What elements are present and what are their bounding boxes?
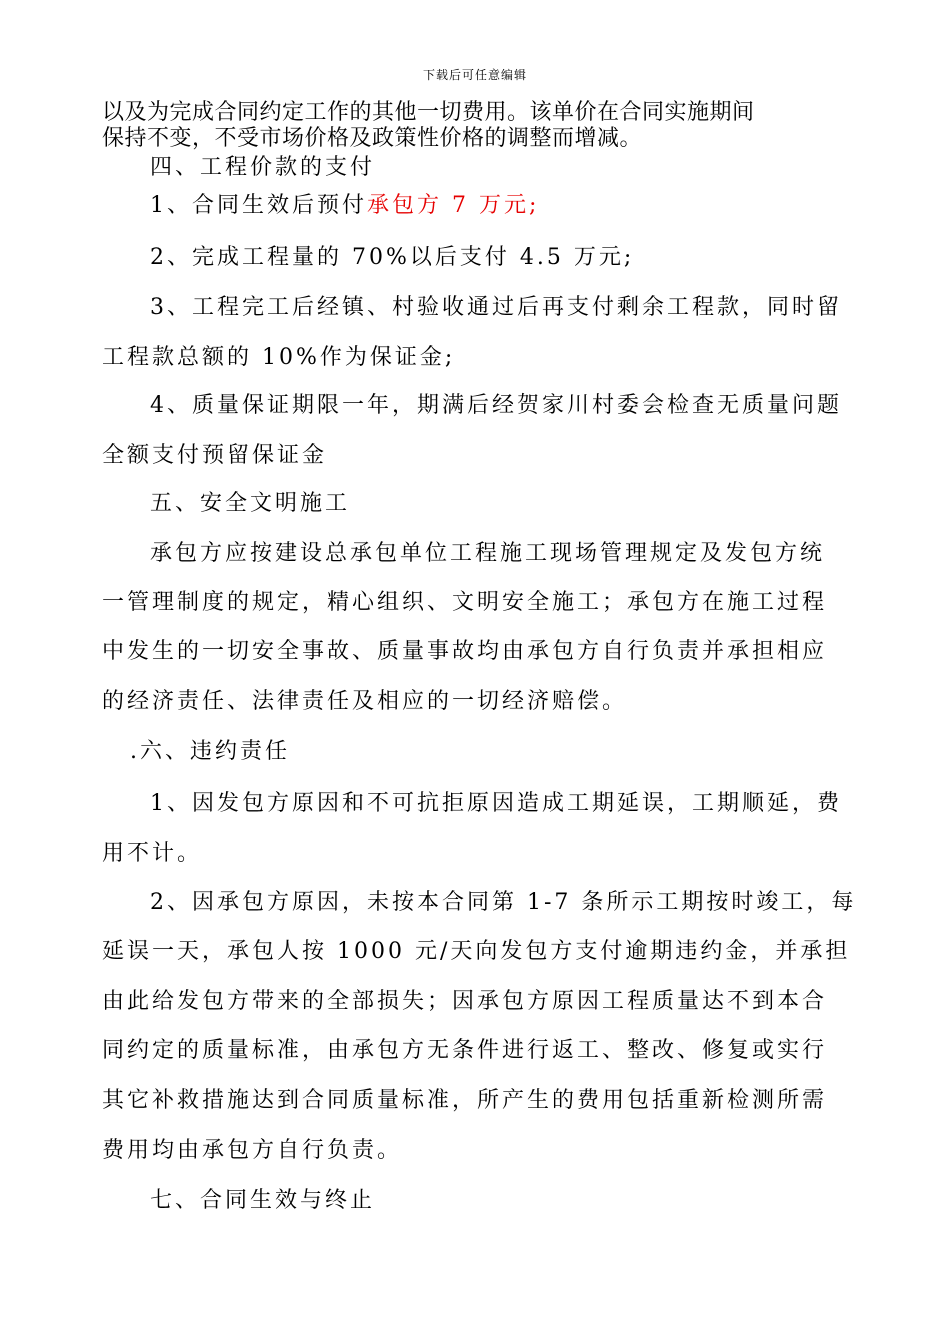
paragraph-line: 一管理制度的规定，精心组织、文明安全施工；承包方在施工过程 xyxy=(102,590,828,615)
paragraph-line: 费用均由承包方自行负责。 xyxy=(102,1138,403,1163)
highlighted-amount: 承包方 7 万元; xyxy=(367,193,540,218)
paragraph-line: 2、因承包方原因，未按本合同第 1-7 条所示工期按时竣工，每 xyxy=(150,890,857,915)
paragraph-line: 延误一天，承包人按 1000 元/天向发包方支付逾期违约金，并承担 xyxy=(102,939,851,964)
paragraph-line: 中发生的一切安全事故、质量事故均由承包方自行负责并承担相应 xyxy=(102,639,828,664)
paragraph-line: 其它补救措施达到合同质量标准，所产生的费用包括重新检测所需 xyxy=(102,1088,828,1113)
paragraph-line: 同约定的质量标准，由承包方无条件进行返工、整改、修复或实行 xyxy=(102,1038,828,1063)
paragraph-line: 3、工程完工后经镇、村验收通过后再支付剩余工程款，同时留 xyxy=(150,295,842,320)
paragraph-line: 全额支付预留保证金 xyxy=(102,443,328,468)
section-heading: 七、合同生效与终止 xyxy=(150,1188,376,1213)
paragraph-line: 以及为完成合同约定工作的其他一切费用。该单价在合同实施期间 xyxy=(102,100,755,125)
section-heading: .六、违约责任 xyxy=(130,739,290,764)
paragraph-line xyxy=(150,188,910,219)
page-header: 下载后可任意编辑 xyxy=(422,68,527,82)
paragraph-line: 承包方应按建设总承包单位工程施工现场管理规定及发包方统 xyxy=(150,541,826,566)
paragraph-line: 用不计。 xyxy=(102,841,203,866)
paragraph-line: 的经济责任、法律责任及相应的一切经济赔偿。 xyxy=(102,689,628,714)
paragraph-line: 保持不变，不受市场价格及政策性价格的调整而增减。 xyxy=(102,126,643,151)
paragraph-line: 由此给发包方带来的全部损失；因承包方原因工程质量达不到本合 xyxy=(102,989,828,1014)
paragraph-line: 4、质量保证期限一年，期满后经贺家川村委会检查无质量问题 xyxy=(150,393,842,418)
section-heading: 四、工程价款的支付 xyxy=(150,155,376,180)
paragraph-text: 1、合同生效后预付 xyxy=(150,193,367,218)
paragraph-line: 2、完成工程量的 70%以后支付 4.5 万元; xyxy=(150,245,635,270)
section-heading: 五、安全文明施工 xyxy=(150,491,351,516)
paragraph-line: 工程款总额的 10%作为保证金; xyxy=(102,345,456,370)
paragraph-line: 1、因发包方原因和不可抗拒原因造成工期延误，工期顺延，费 xyxy=(150,791,842,816)
